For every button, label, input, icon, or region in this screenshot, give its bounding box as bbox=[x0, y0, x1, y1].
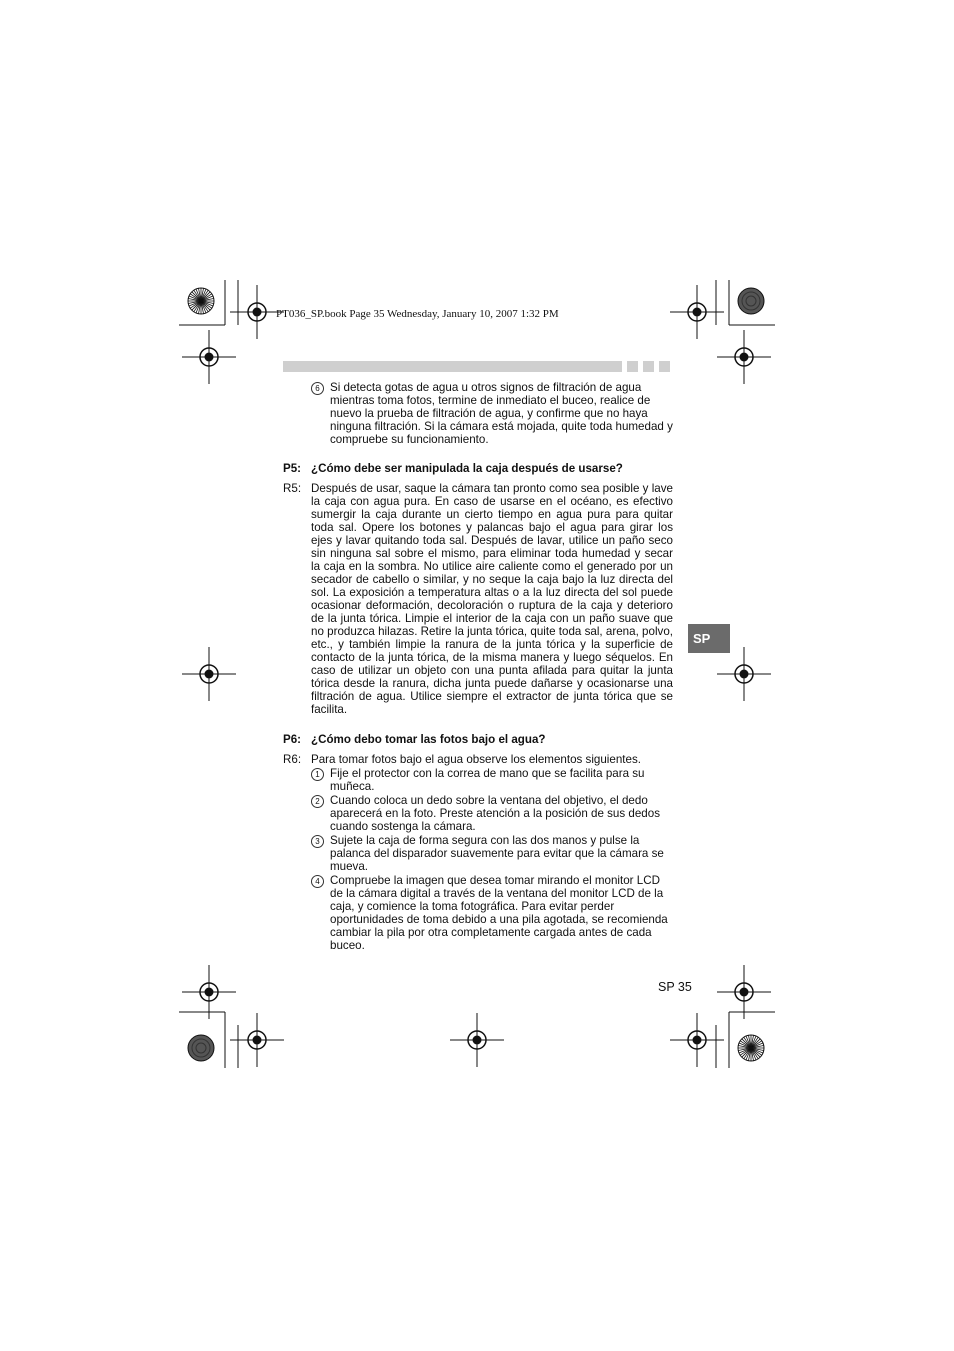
circled-number: 2 bbox=[311, 795, 324, 808]
list-item-text: Fije el protector con la correa de mano que se facilita para su muñeca. bbox=[330, 767, 645, 793]
answer-r6 bbox=[283, 753, 673, 766]
question-text: ¿Cómo debe ser manipulada la caja después de usarse? bbox=[311, 462, 623, 475]
file-info-header: PT036_SP.book Page 35 Wednesday, January 10, 2007 1:32 PM bbox=[276, 308, 559, 320]
question-label: P5: bbox=[283, 462, 302, 475]
section-square bbox=[627, 361, 638, 372]
list-item-text: Compruebe la imagen que desea tomar mirando el monitor LCD de la cámara digital a través de la ventana del monitor LCD de la caja, y comience la toma fotográfica. Para evitar perder oportunidades de toma debido a una pila agotada, se recomienda cambiar la pila por otra completamente cargada antes de cada buceo. bbox=[330, 874, 668, 952]
list-item-text: Sujete la caja de forma segura con las dos manos y pulse la palanca del disparador suavemente para evitar que la cámara se mueva. bbox=[330, 834, 664, 873]
answer-label: R5: bbox=[283, 482, 302, 495]
main-content bbox=[283, 381, 673, 952]
list-item bbox=[311, 834, 673, 873]
section-bar bbox=[283, 361, 622, 372]
section-square bbox=[643, 361, 654, 372]
circled-number: 3 bbox=[311, 835, 324, 848]
answer-text: Después de usar, saque la cámara tan pronto como sea posible y lave la caja con agua pura. En caso de usarse en el océano, es efectivo sumergir la caja durante un cierto tiempo en agua pura para quitar toda sal. Opere los botones y palancas bajo el agua para girar los ejes y lavar quitando toda sal. Después de lavar, utilice un paño seco sin ninguna sal sobre el mismo, para eliminar toda humedad y secar la caja en la sombra. No utilice aire caliente como el generado por un secador de cabello o similar, y no seque la caja bajo la luz directa del sol. La exposición a temperatura altas o a la luz directa del sol puede ocasionar deformación, decoloración o ruptura de la caja y deterioro de la junta tórica. Limpie el interior de la caja con un paño suave que no produzca hilazas. Retire la junta tórica, quite toda sal, arena, polvo, etc., y también limpie la ranura de la junta tórica y la superficie de contacto de la junta tórica, de la misma manera y luego séquelos. En caso de utilizar un objeto con una punta afilada para quitar la junta tórica desde la ranura, dicha junta puede dañarse y ocasionarse una filtración de agua. Utilice siempre el extractor de junta tórica que se facilita. bbox=[311, 482, 673, 716]
list-item bbox=[311, 794, 673, 833]
circled-number: 4 bbox=[311, 875, 324, 888]
question-p5 bbox=[283, 462, 673, 475]
circled-number: 1 bbox=[311, 768, 324, 781]
section-square bbox=[659, 361, 670, 372]
language-tab: SP bbox=[688, 624, 730, 653]
question-label: P6: bbox=[283, 733, 302, 746]
list-item bbox=[311, 874, 673, 952]
page-number: SP 35 bbox=[658, 980, 692, 994]
answer-r5 bbox=[283, 482, 673, 716]
list-item-text: Cuando coloca un dedo sobre la ventana del objetivo, el dedo aparecerá en la foto. Preste atención a la posición de sus dedos cuando sostenga la cámara. bbox=[330, 794, 660, 833]
answer-text: Para tomar fotos bajo el agua observe los elementos siguientes. bbox=[311, 753, 641, 766]
answer-label: R6: bbox=[283, 753, 302, 766]
circled-number: 6 bbox=[311, 382, 324, 395]
question-text: ¿Cómo debo tomar las fotos bajo el agua? bbox=[311, 733, 546, 746]
list-item bbox=[311, 767, 673, 793]
question-p6 bbox=[283, 733, 673, 746]
list-item bbox=[311, 381, 673, 446]
list-item-text: Si detecta gotas de agua u otros signos de filtración de agua mientras toma fotos, termine de inmediato el buceo, realice de nuevo la prueba de filtración de agua, y confirme que no haya ninguna filtración. Si la cámara está mojada, quite toda humedad y compruebe su funcionamiento. bbox=[330, 381, 673, 446]
